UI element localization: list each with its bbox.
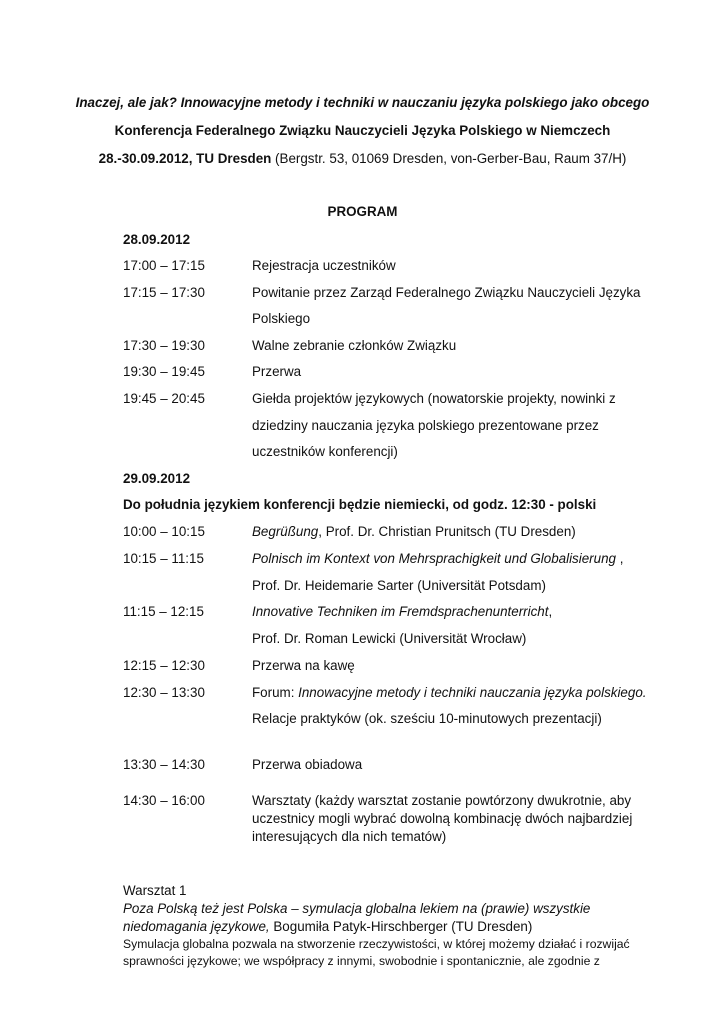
workshop-title-cont (123, 919, 532, 934)
schedule-item: Rejestracja uczestników (252, 258, 396, 273)
workshop-author: Bogumiła Patyk-Hirschberger (TU Dresden) (269, 919, 533, 934)
schedule-item-cont: Relacje praktyków (ok. sześciu 10-minutowych prezentacji) (252, 711, 602, 726)
schedule-time: 10:00 – 10:15 (123, 524, 205, 539)
schedule-item: Przerwa na kawę (252, 658, 355, 673)
schedule-item: Warsztaty (każdy warsztat zostanie powtórzony dwukrotnie, aby (252, 793, 632, 808)
talk-title: Innovative Techniken im Fremdsprachenunterricht (252, 604, 549, 619)
day1-date: 28.09.2012 (123, 232, 191, 247)
conference-name: Konferencja Federalnego Związku Nauczycieli Języka Polskiego w Niemczech (114, 123, 611, 138)
schedule-time: 14:30 – 16:00 (123, 793, 205, 808)
schedule-item (252, 551, 623, 566)
venue-address: (Bergstr. 53, 01069 Dresden, von-Gerber-Bau, Raum 37/H) (271, 151, 627, 166)
schedule-time: 10:15 – 11:15 (123, 551, 204, 566)
schedule-item-cont: interesujących dla nich tematów) (252, 829, 447, 844)
schedule-time: 19:30 – 19:45 (123, 364, 205, 379)
schedule-item: Giełda projektów językowych (nowatorskie projekty, nowinki z (252, 391, 616, 406)
talk-title: Begrüßung (252, 524, 319, 539)
schedule-item-cont: Polskiego (252, 311, 311, 326)
schedule-time: 11:15 – 12:15 (123, 604, 204, 619)
schedule-time: 12:15 – 12:30 (123, 658, 205, 673)
schedule-time: 17:15 – 17:30 (123, 285, 205, 300)
speaker: , Prof. Dr. Christian Prunitsch (TU Dresden) (318, 524, 576, 539)
schedule-time: 17:30 – 19:30 (123, 338, 205, 353)
workshop-title: Poza Polską też jest Polska – symulacja globalna lekiem na (prawie) wszystkie (123, 901, 591, 916)
punctuation: , (615, 551, 624, 566)
talk-title: Polnisch im Kontext von Mehrsprachigkeit und Globalisierung (252, 551, 616, 566)
workshop-title-end: niedomagania językowe, (123, 919, 270, 934)
day2-date: 29.09.2012 (123, 471, 191, 486)
language-note: Do południa językiem konferencji będzie niemiecki, od godz. 12:30 - polski (123, 497, 597, 512)
document-title: Inaczej, ale jak? Innowacyjne metody i techniki w nauczaniu języka polskiego jako obcego (75, 95, 650, 110)
speaker: Prof. Dr. Heidemarie Sarter (Universität Potsdam) (252, 578, 546, 593)
schedule-item: Powitanie przez Zarząd Federalnego Związku Nauczycieli Języka (252, 285, 641, 300)
schedule-item (252, 685, 647, 700)
schedule-item: Walne zebranie członków Związku (252, 338, 457, 353)
schedule-item-cont: uczestników konferencji) (252, 444, 398, 459)
schedule-item: Przerwa obiadowa (252, 757, 363, 772)
schedule-item (252, 524, 576, 539)
schedule-time: 17:00 – 17:15 (123, 258, 205, 273)
workshop-label: Warsztat 1 (123, 883, 187, 898)
program-heading: PROGRAM (327, 204, 398, 219)
punctuation: , (548, 604, 553, 619)
workshop-description: Symulacja globalna pozwala na stworzenie rzeczywistości, w której możemy działać i rozwijać (123, 937, 630, 951)
forum-title: Innowacyjne metody i techniki nauczania języka polskiego. (298, 685, 647, 700)
speaker: Prof. Dr. Roman Lewicki (Universität Wrocław) (252, 631, 527, 646)
schedule-item-cont: dziedziny nauczania języka polskiego prezentowane przez (252, 418, 599, 433)
schedule-item-cont: uczestnicy mogli wybrać dowolną kombinację dwóch najbardziej (252, 811, 633, 826)
conference-dates-place (0, 151, 725, 166)
schedule-time: 13:30 – 14:30 (123, 757, 205, 772)
schedule-item: Przerwa (252, 364, 302, 379)
forum-prefix: Forum: (252, 685, 299, 700)
schedule-time: 19:45 – 20:45 (123, 391, 205, 406)
schedule-item (252, 604, 552, 619)
schedule-time: 12:30 – 13:30 (123, 685, 205, 700)
workshop-description-cont: sprawności językowe; we współpracy z innymi, swobodnie i spontanicznie, ale zgodnie z (123, 954, 600, 968)
dates-city: 28.-30.09.2012, TU Dresden (98, 151, 272, 166)
